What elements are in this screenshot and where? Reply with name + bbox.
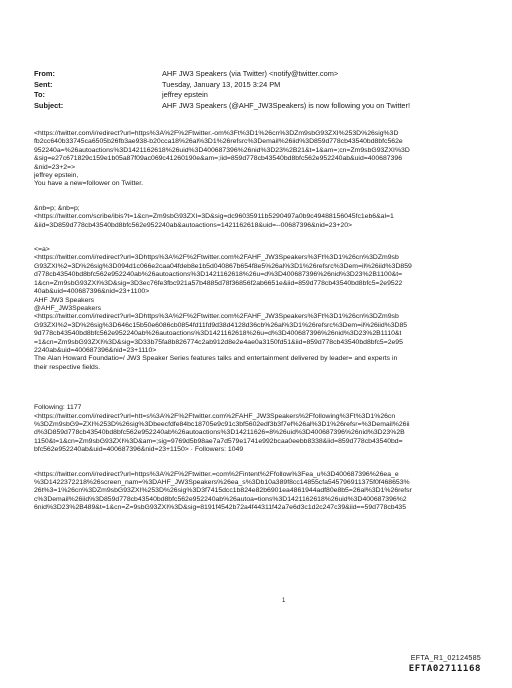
bates-number-small: EFTA_R1_02124585 — [410, 653, 481, 662]
body-text-line: <=a> — [34, 246, 50, 254]
header-key-subject: Subject: — [34, 100, 64, 110]
profile-link[interactable]: =1&cn=Zm9sbG93ZXI%3D&sig=3D33b75fa8b826774c2ab912d8e2e4ae0a3150fd51&iid=859d778cb43540bd8bfc5=2e95 — [34, 338, 403, 346]
following-link[interactable]: %3DZm9sbG9=ZXI%253D%26sig%3Dbeecfdfe84bc18705e9c91c3bf5602edf3b3f7ef%26al%3D1%26refsr=%3Demail%26ii — [34, 420, 410, 428]
follow-back-link[interactable]: <https://twitter.com/i/redirect?url=https%3A%2F%2Ftwitter.=com%2Fintent%2Ffollow%3Fea_u%3D400687396%26ea_e — [34, 470, 399, 478]
scribe-link[interactable]: <https://twitter.com/scribe/ibis?t=1&cn=Zm9sbG93ZXI=3D&sig=dc96035911b5290497a0b9c49488156045fc1eb6&al=1 — [34, 213, 394, 221]
following-link[interactable]: bfc562e952240ab&uid=400687396&nid=23+1150> · Followers: 1049 — [34, 446, 244, 454]
body-text-line: &nb=p; &nb=p; — [34, 204, 80, 212]
header-key-from: From: — [34, 69, 55, 78]
profile-link[interactable]: 9d778cb43540bd8bfc562e952240ab%26autoactions%3D1421162618%26u=d%3D400687396%26nid%3D23%2B1110&t — [34, 330, 402, 338]
notification-text: You have a new=follower on Twitter. — [34, 180, 144, 188]
redirect-link[interactable]: 952240a=%26autoactions%3D1421162618%26uid%3D400687396%26nid%3D23%2B21&t=1&am=;cn=Zm9sbG93ZXI%3D — [34, 146, 410, 154]
account-bio: their respective fields. — [34, 363, 101, 371]
spacer — [34, 388, 489, 404]
profile-link[interactable]: <https://twitter.com/i/redirect?url=3Dhttps%3A%2F%2Ftwitter.com%2FAHF_JW3Speakers%3Ft%3D1%26cn%3DZm9sb — [34, 313, 399, 321]
follow-back-link[interactable]: c%3Demail%26iid%3D859d778cb43540bd8bfc562e952240ab%26autoa=tions%3D1421162618%26uid%3D400687396%2 — [34, 495, 407, 503]
profile-link[interactable]: d778cb43540bd8bfc562e952240ab%26autoactions%3D1421162618%26u=d%3D400687396%26nid%3D23%2B1100&t= — [34, 271, 403, 279]
redirect-link[interactable]: &nid=23+2=> — [34, 163, 76, 171]
following-link[interactable]: <https://twitter.com/i/redirect?url=htt=s%3A%2F%2Ftwitter.com%2FAHF_JW3Speakers%2Ffollowing%3Ft%3D1%26cn — [34, 412, 396, 420]
body-block — [34, 471, 489, 513]
profile-link[interactable]: 1&cn=Zm9sbG93ZXI%3D&sig=3D3ec76fe3fbc921a57b4885d78f36856f2ab6651e&iid=859d778cb43540bd8bfc5=2e9522 — [34, 279, 403, 287]
account-bio: The Alan Howard Foundatio=/ JW3 Speaker Series features talks and entertainment delivered by leader= and experts in — [34, 355, 398, 363]
following-count: Following: 1177 — [34, 404, 82, 412]
follow-back-link[interactable]: %3D1422372218%26screen_nam=%3DAHF_JW3Speakers%26ea_s%3Db10a389f8cc14855cfa545796911375f0f468653% — [34, 479, 410, 486]
profile-link[interactable]: 2240ab&uid=400687396&nid=23+1110> — [34, 346, 157, 354]
profile-link[interactable]: 40ab&uid=400687396&nid=23+1100> — [34, 288, 150, 296]
body-block — [34, 205, 489, 230]
header-row-sent — [34, 80, 502, 91]
email-body — [34, 130, 489, 529]
header-row-subject — [34, 101, 502, 112]
header-value-sent: Tuesday, January 13, 2015 3:24 PM — [162, 79, 281, 89]
follow-back-link[interactable]: 6nid%3D23%2B489&t=1&cn=Z=9sbG93ZXI%3D&sig=8191f4542b72a4f44311f42a7e6d3c1d2c247c39&iid==59d778cb435 — [34, 504, 407, 512]
profile-link[interactable]: G93ZXI%2=3D%26sig%3D646c15b50e6086cb0854fd11fd9d38d4128d36cb%26al%3D1%26refsrc%3Dem=il%26iid%3D85 — [34, 321, 408, 329]
redirect-link[interactable]: fb2cc640b33745ca6505b26fb3ae938-b20cca18%26al%3D1%26refsrc%3Demail%26iid%3D859d778cb43540bd8bfc562e — [34, 138, 403, 146]
header-key-to: To: — [34, 90, 45, 100]
header-key-sent: Sent: — [34, 79, 53, 89]
scribe-link[interactable]: &iid=3D859d778cb43540bd8bfc562e952240ab&autoactions=1421162618&uid=--00687396&nid=23+20> — [34, 221, 353, 229]
redirect-link[interactable]: &sig=e27c671829c159e1b05a87f09ac069c41260190e&am=;iid=859d778cb43540bd8bfc562e952240ab&uid=400687396 — [34, 155, 403, 163]
header-row-to — [34, 90, 502, 101]
email-header — [34, 69, 502, 111]
following-link[interactable]: 1150&t=1&cn=Zm9sbG93ZXI%3D&am=;sig=9769d5b98ae7a7d579e1741e992bcaa0eebb8338&iid=859d778cb43540bd= — [34, 437, 403, 445]
body-block — [34, 404, 489, 454]
bates-number-large: EFTA02711168 — [408, 664, 481, 674]
header-value-to: jeffrey epstein — [162, 90, 208, 100]
follow-back-link[interactable]: 26t%3=1%26cn%3DZm9sbG93ZXI%253D%26sig%3D3f7415dcc1b824e82b6901ea4861944adf80e8b5=26al%3D1%26refsr — [34, 487, 412, 495]
account-handle: @AHF_JW3Speakers — [34, 304, 102, 312]
header-value-from: AHF JW3 Speakers (via Twitter) <notify@twitter.com> — [162, 69, 339, 78]
profile-link[interactable]: G93ZXI%2=3D%26sig%3D094d1c066e2caa04fdeb8e1b5d040867b654f8e5%26al%3D1%26refsrc%3Dem=il%26iid%3D859 — [34, 262, 412, 270]
following-link[interactable]: d%3D859d778cb43540bd8bfc562e952240ab%26autoactions%3D14211626=8%26uid%3D400687396%26nid%3D23%2B — [34, 429, 405, 437]
body-block — [34, 130, 489, 189]
header-row-from — [34, 69, 502, 80]
profile-link[interactable]: <https://twitter.com/i/redirect?url=3Dhttps%3A%2F%2Ftwitter.com%2FAHF_JW3Speakers%3Ft%3D1%26cn%3DZm9sb — [34, 254, 399, 262]
page-number: 1 — [282, 598, 286, 604]
redirect-link[interactable]: <https://twitter.com/i/redirect?url=https%3A%2F%2Ftwitter.-om%3Ft%3D1%26cn%3DZm9sbG93ZXI%253D%26sig%3D — [34, 130, 399, 137]
body-block — [34, 246, 489, 372]
account-name: AHF JW3 Speakers — [34, 296, 95, 304]
greeting-text: jeffrey epstein, — [34, 172, 79, 180]
header-value-subject: AHF JW3 Speakers (@AHF_JW3Speakers) is now following you on Twitter! — [162, 100, 411, 110]
